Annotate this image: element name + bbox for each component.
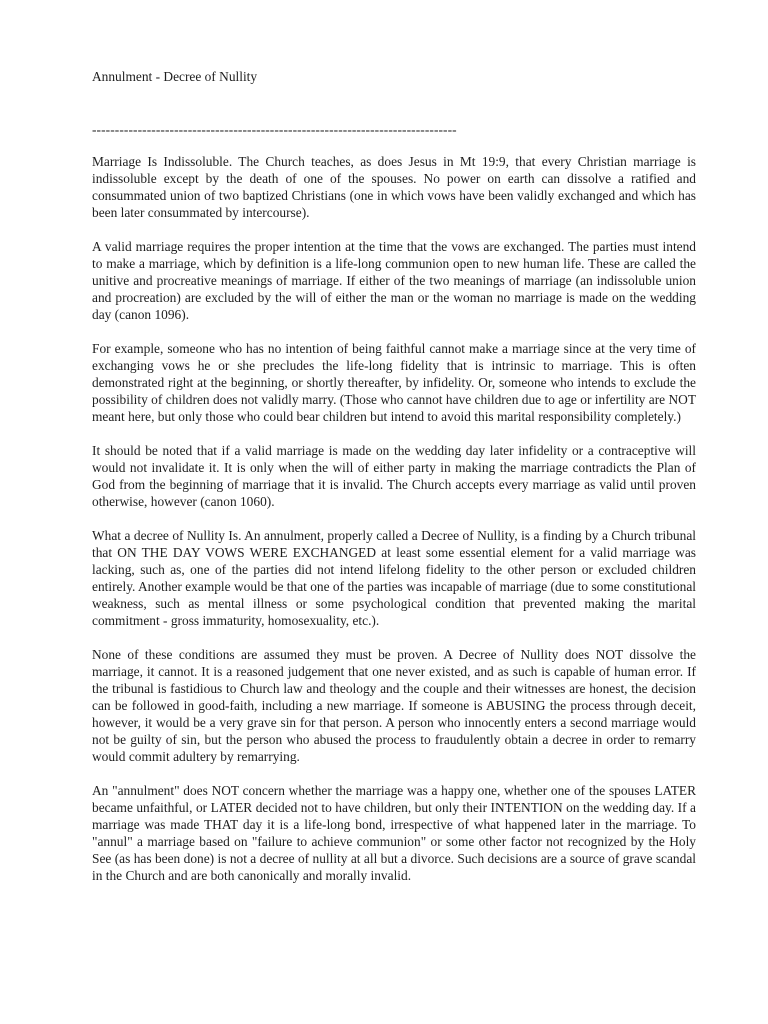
paragraph-must-be-proven: None of these conditions are assumed they must be proven. A Decree of Nullity does NOT dissolve the marriage, it cannot. It is a reasoned judgement that one never existed, and as such is capable of human error. If the tribunal is fastidious to Church law and theology and the couple and their witnesses are honest, the decision can be followed in good-faith, including a new marriage. If someone is ABUSING the process through deceit, however, it would be a very grave sin for that person. A person who innocently enters a second marriage would not be guilty of sin, but the person who abused the process to fraudulently obtain a decree in order to remarry would commit adultery by remarrying. xyxy=(92,647,696,764)
paragraph-later-infidelity: It should be noted that if a valid marriage is made on the wedding day later infidelity or a contraceptive will would not invalidate it. It is only when the will of either party in making the marriage contradicts the Plan of God from the beginning of marriage that it is invalid. The Church accepts every marriage as valid until proven otherwise, however (canon 1060). xyxy=(92,443,696,509)
paragraph-annulment-not-concern: An "annulment" does NOT concern whether the marriage was a happy one, whether one of the spouses LATER became unfaithful, or LATER decided not to have children, but only their INTENTION on the wedding day. If a marriage was made THAT day it is a life-long bond, irrespective of what happened later in the marriage. To "annul" a marriage based on "failure to achieve communion" or some other factor not recognized by the Holy See (as has been done) is not a decree of nullity at all but a divorce. Such decisions are a source of grave scandal in the Church and are both canonically and morally invalid. xyxy=(92,783,696,883)
paragraph-marriage-indissoluble: Marriage Is Indissoluble. The Church teaches, as does Jesus in Mt 19:9, that every Christian marriage is indissoluble except by the death of one of the spouses. No power on earth can dissolve a ratified and consummated union of two baptized Christians (one in which vows have been validly exchanged and which has been later consummated by intercourse). xyxy=(92,154,696,220)
paragraph-valid-marriage: A valid marriage requires the proper intention at the time that the vows are exchanged. The parties must intend to make a marriage, which by definition is a life-long communion open to new human life. These are called the unitive and procreative meanings of marriage. If either of the two meanings of marriage (an indissoluble union and procreation) are excluded by the will of either the man or the woman no marriage is made on the wedding day (canon 1096). xyxy=(92,239,696,322)
paragraph-decree-of-nullity: What a decree of Nullity Is. An annulment, properly called a Decree of Nullity, is a finding by a Church tribunal that ON THE DAY VOWS WERE EXCHANGED at least some essential element for a valid marriage was lacking, such as, one of the parties did not intend lifelong fidelity to the other person or excluded children entirely. Another example would be that one of the parties was incapable of marriage (due to some constitutional weakness, such as mental illness or some psychological condition that prevented making the marital commitment - gross immaturity, homosexuality, etc.). xyxy=(92,528,696,628)
document-title: Annulment - Decree of Nullity xyxy=(92,69,258,84)
paragraph-for-example: For example, someone who has no intention of being faithful cannot make a marriage since at the very time of exchanging vows he or she precludes the life-long fidelity that is intrinsic to marriage. This is often demonstrated right at the beginning, or shortly thereafter, by infidelity. Or, someone who intends to exclude the possibility of children does not validly marry. (Those who cannot have children due to age or infertility are NOT meant here, but only those who could bear children but intend to avoid this marital responsibility completely.) xyxy=(92,341,696,424)
separator-line: -------------------------------------------------------------------------------- xyxy=(92,122,457,137)
